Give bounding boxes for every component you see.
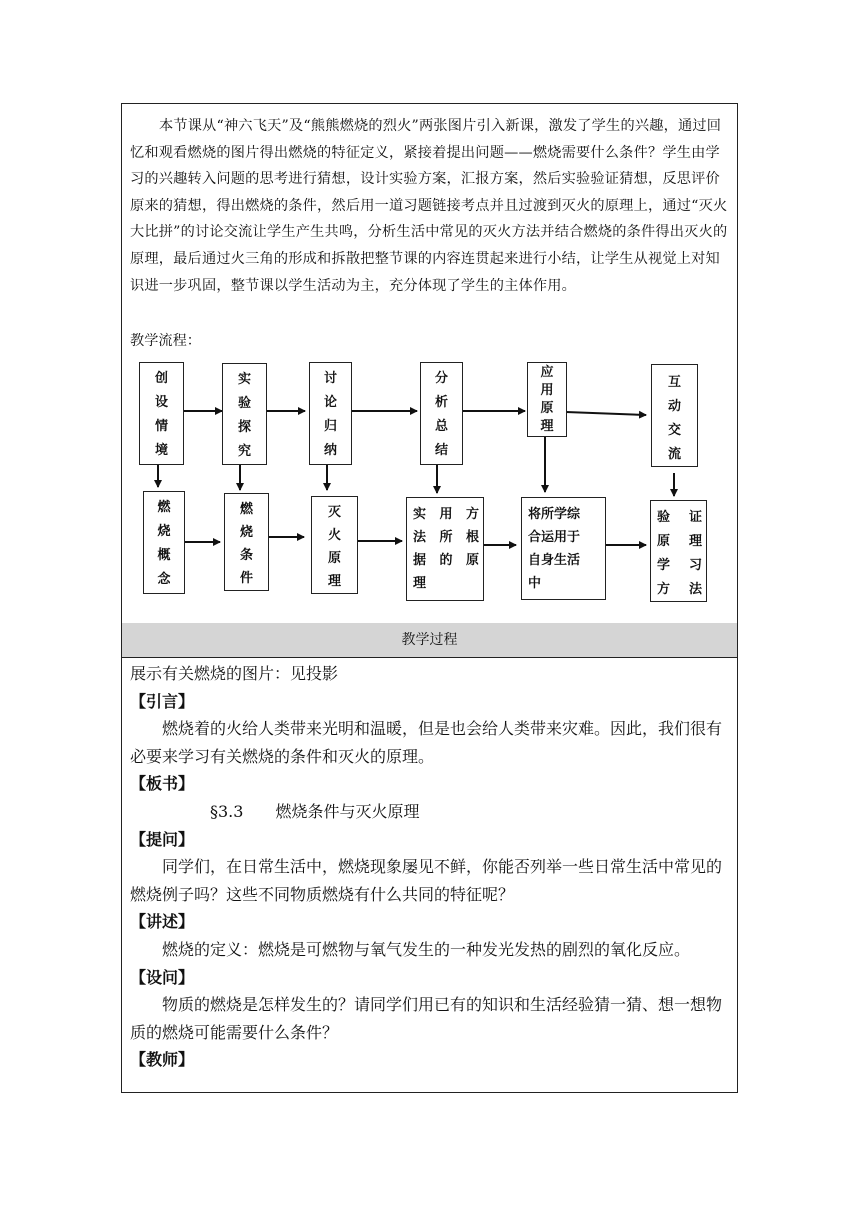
tag-narrate: 【讲述】 [130, 912, 195, 932]
tag-question: 【设问】 [130, 967, 195, 987]
flow-result-char: 火 [327, 528, 341, 543]
flow-result-box [406, 497, 484, 601]
flow-result-line: 方法 [657, 582, 702, 597]
flow-step-char: 归 [323, 419, 337, 434]
flow-step-char: 讨 [323, 371, 337, 386]
flow-step-char: 论 [323, 395, 337, 410]
flow-step-char: 创 [154, 371, 168, 386]
flow-step-char: 分 [434, 371, 448, 386]
flow-result-char: 概 [157, 548, 171, 563]
flow-result-line: 据的原 [413, 553, 479, 568]
flow-step-char: 境 [154, 443, 168, 458]
section-header: 教学过程 [122, 623, 737, 657]
flow-step-char: 总 [434, 419, 448, 434]
divider [122, 657, 737, 658]
flow-step-char: 用 [540, 383, 554, 398]
tag-teacher: 【教师】 [130, 1050, 195, 1070]
lesson-summary: 本节课从“神六飞天”及“熊熊燃烧的烈火”两张图片引入新课，激发了学生的兴趣，通过回忆和观看燃烧的图片得出燃烧的特征定义，紧接着提出问题——燃烧需要什么条件？学生由学习的兴趣转入问题的思考进行猜想，设计实验方案，汇报方案，然后实验验证猜想，反思评价原来的猜想，得出燃烧的条件，然后用一道习题链接考点并且过渡到灭火的原理上，通过“灭火大比拼”的讨论交流让学生产生共鸣，分析生活中常见的灭火方法并结合燃烧的条件得出灭火的原理，最后通过火三角的形成和拆散把整节课的内容连贯起来进行小结，让学生从视觉上对知识进一步巩固，整节课以学生活动为主，充分体现了学生的主体作用。 [130, 118, 728, 294]
flow-result-char: 件 [239, 571, 253, 586]
show-line: 展示有关燃烧的图片：见投影 [130, 664, 339, 683]
tag-intro: 【引言】 [130, 691, 195, 711]
flow-result-line: 原理 [657, 534, 702, 549]
flow-result-line: 验证 [657, 510, 702, 525]
lesson-table [121, 103, 738, 1093]
flow-result-char: 灭 [327, 505, 341, 520]
flow-result-box [521, 497, 606, 600]
tag-board: 【板书】 [130, 774, 195, 794]
narrate-text: 燃烧的定义：燃烧是可燃物与氧气发生的一种发光发热的剧烈的氧化反应。 [162, 939, 691, 959]
flow-result-line: 合运用于 [528, 530, 581, 545]
flow-step-char: 应 [540, 365, 554, 380]
flow-step-char: 纳 [323, 443, 337, 458]
flow-step-box [222, 363, 267, 465]
flow-result-line: 理 [413, 576, 427, 591]
flow-result-char: 原 [327, 551, 341, 566]
flow-result-char: 烧 [239, 525, 253, 540]
flow-step-char: 实 [237, 372, 251, 387]
intro-text: 燃烧着的火给人类带来光明和温暖，但是也会给人类带来灾难。因此，我们很有必要来学习有关燃烧的条件和灭火的原理。 [130, 719, 723, 766]
flow-step-char: 原 [540, 401, 554, 416]
flow-step-char: 理 [540, 419, 554, 434]
flow-result-char: 条 [239, 548, 253, 563]
flow-result-char: 燃 [157, 500, 171, 515]
flow-step-box [139, 362, 184, 465]
process-body [130, 660, 730, 1074]
flow-step-box [651, 364, 698, 467]
flow-result-line: 将所学综 [528, 507, 581, 522]
flow-step-char: 结 [434, 443, 448, 458]
flow-result-char: 念 [157, 572, 171, 587]
arrow-right [566, 412, 646, 415]
flow-step-char: 探 [237, 420, 251, 435]
flow-result-box [650, 500, 707, 602]
flow-step-char: 动 [667, 399, 681, 414]
flow-step-char: 验 [237, 396, 251, 411]
flow-step-char: 情 [154, 419, 168, 434]
flow-result-line: 自身生活 [528, 553, 581, 568]
board-title: §3.3 燃烧条件与灭火原理 [210, 801, 420, 821]
flow-step-box [420, 362, 463, 465]
flow-result-line: 实用方 [413, 507, 479, 522]
flow-step-char: 设 [154, 395, 168, 410]
flow-result-line: 学习 [657, 558, 702, 573]
flow-result-char: 烧 [157, 524, 171, 539]
flow-result-line: 中 [528, 576, 542, 591]
flow-result-char: 燃 [239, 502, 253, 517]
flow-step-char: 流 [667, 447, 681, 462]
flow-step-char: 究 [237, 444, 251, 459]
flow-result-box [143, 491, 185, 594]
flow-label: 教学流程： [130, 333, 201, 349]
flow-step-box [527, 362, 567, 437]
flow-step-char: 交 [667, 423, 681, 438]
ask-text: 同学们，在日常生活中，燃烧现象屡见不鲜，你能否列举一些日常生活中常见的燃烧例子吗？这些不同物质燃烧有什么共同的特征呢？ [130, 857, 723, 904]
flow-result-line: 法所根 [413, 530, 479, 545]
flow-step-char: 析 [434, 395, 448, 410]
flow-result-char: 理 [327, 574, 341, 589]
flow-step-box [309, 362, 352, 465]
tag-ask: 【提问】 [130, 829, 195, 849]
question-text: 物质的燃烧是怎样发生的？请同学们用已有的知识和生活经验猜一猜、想一想物质的燃烧可能需要什么条件？ [130, 995, 723, 1042]
flow-result-box [224, 493, 269, 591]
flow-result-box [311, 496, 358, 594]
flow-step-char: 互 [667, 375, 681, 390]
